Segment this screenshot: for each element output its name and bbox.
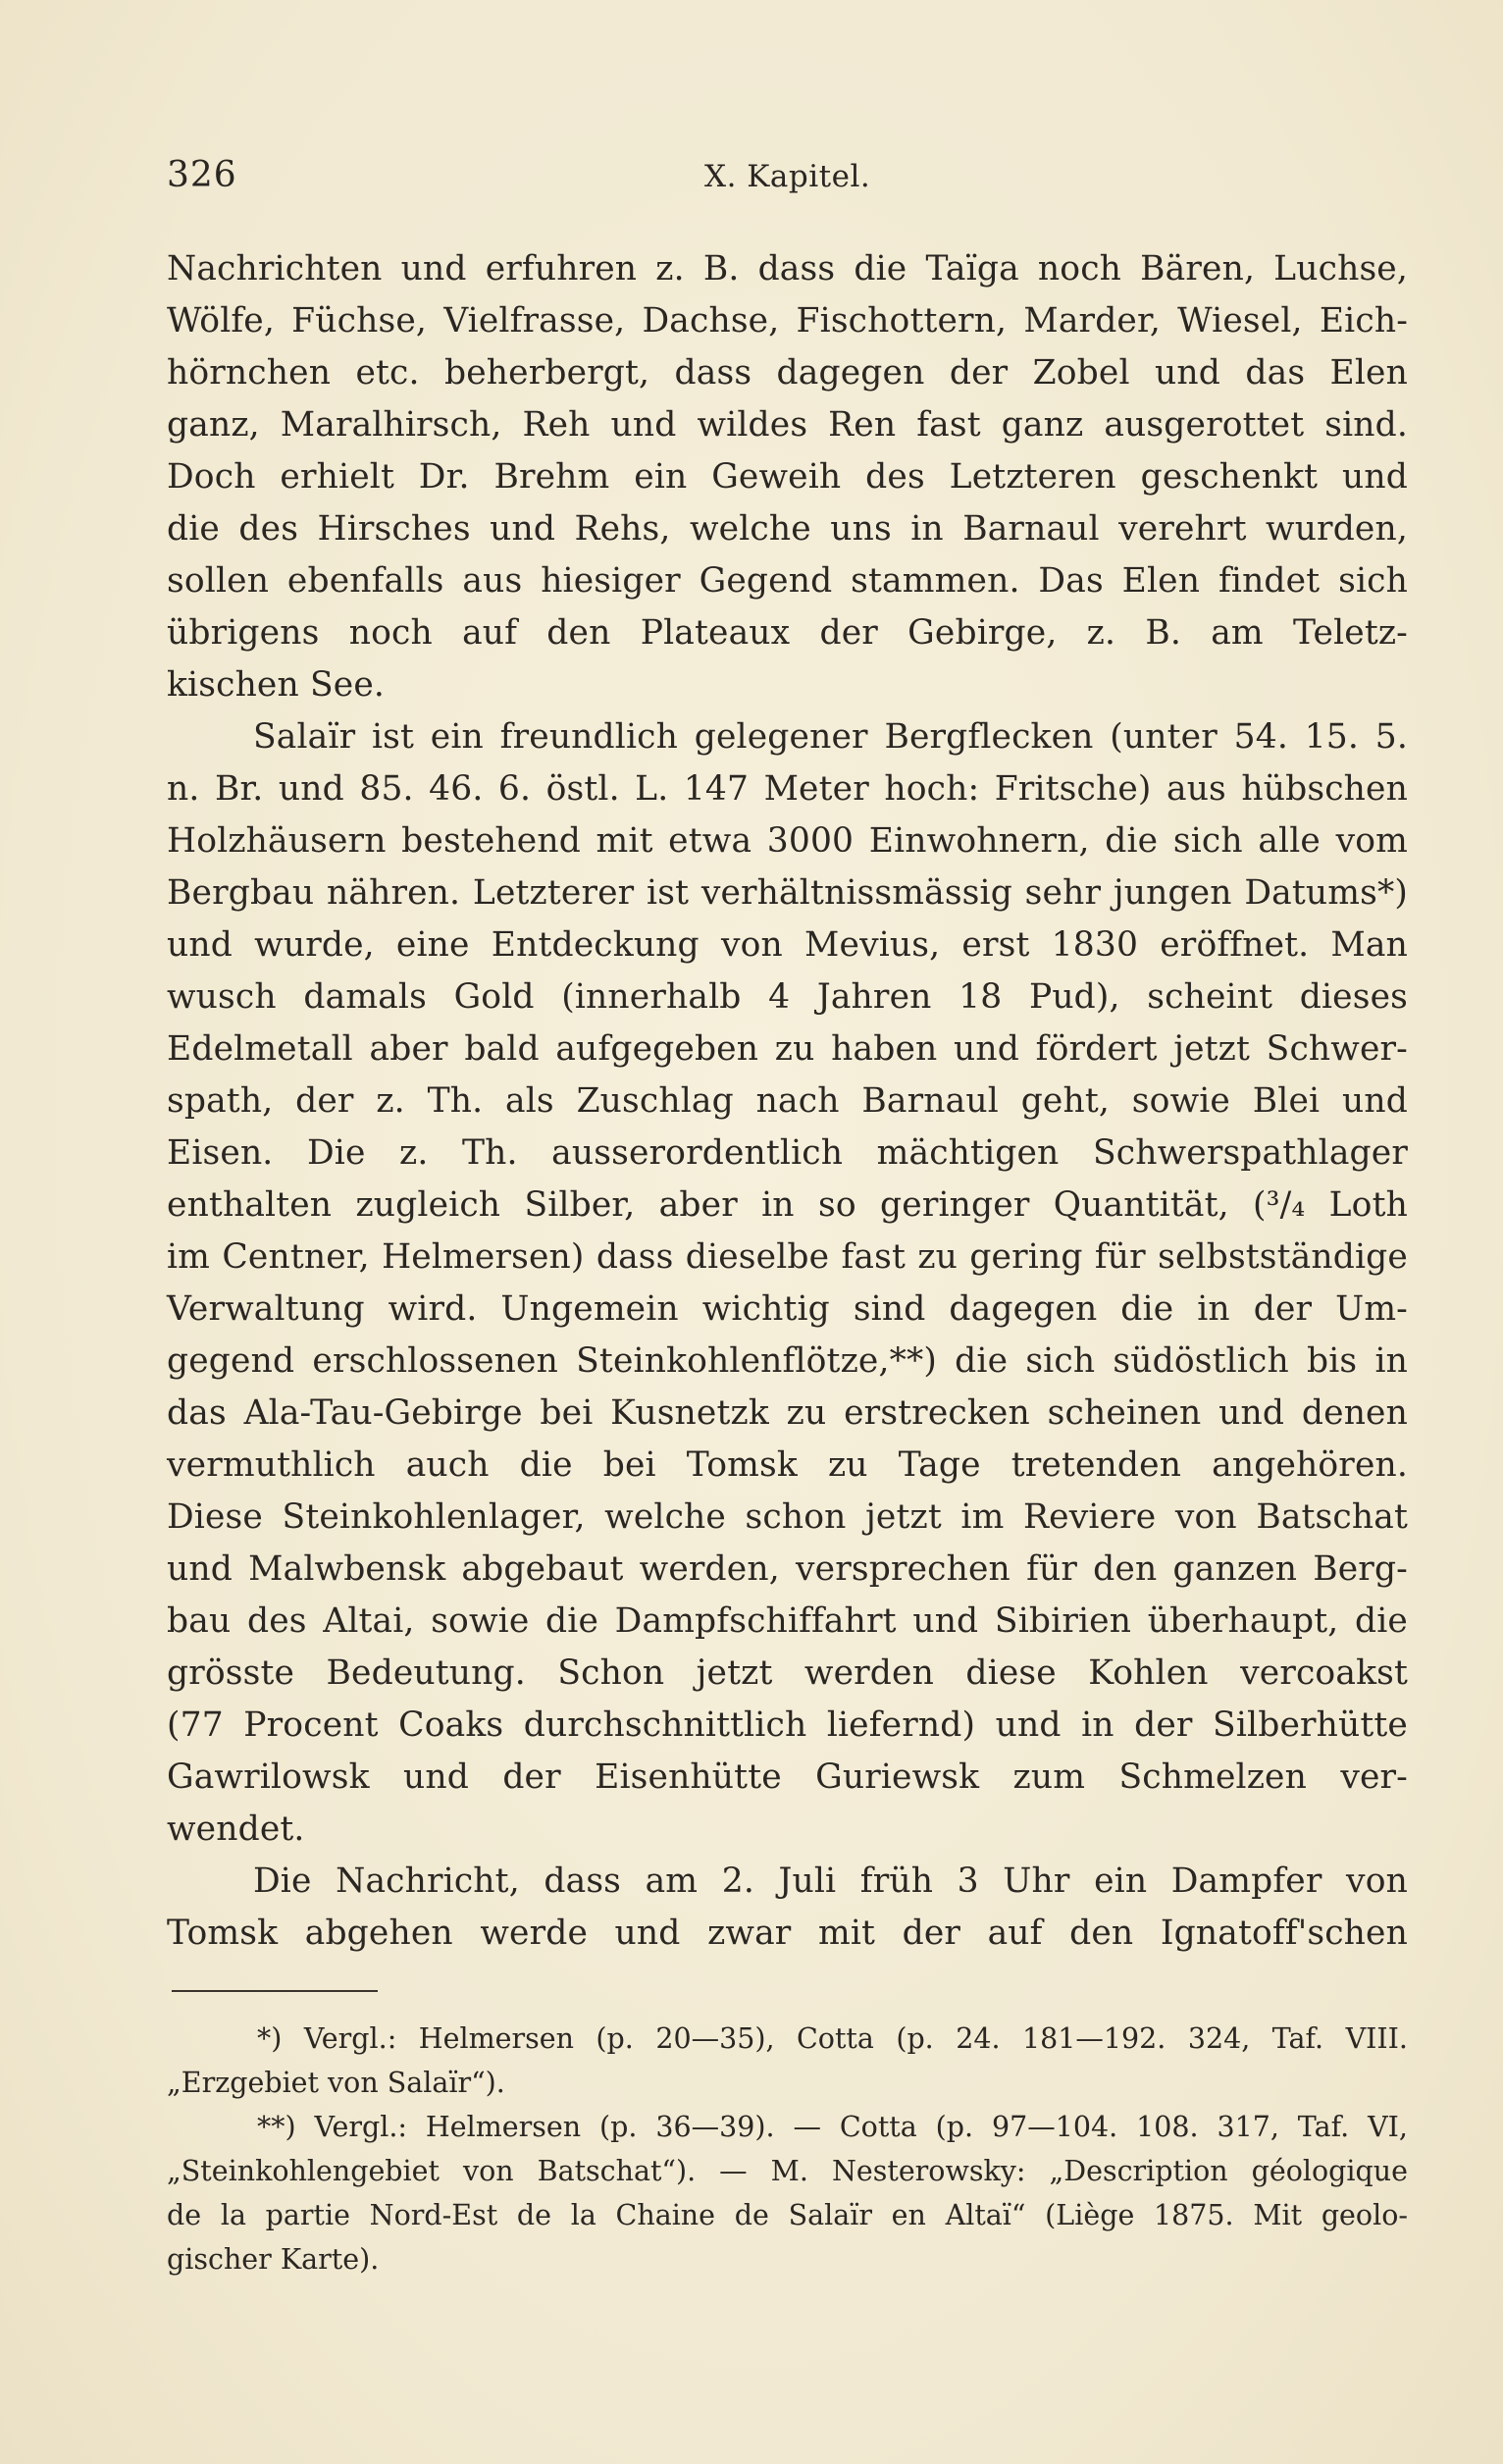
text-line: Holzhäusern bestehend mit etwa 3000 Einwohnern, die sich alle vom	[167, 821, 1408, 861]
text-line: Diese Steinkohlenlager, welche schon jetzt im Reviere von Batschat	[167, 1497, 1408, 1537]
text-line: Gawrilowsk und der Eisenhütte Guriewsk zum Schmelzen ver-	[167, 1757, 1408, 1797]
text-line: und wurde, eine Entdeckung von Mevius, erst 1830 eröffnet. Man	[167, 925, 1408, 965]
text-line: vermuthlich auch die bei Tomsk zu Tage tretenden angehören.	[167, 1445, 1408, 1485]
text-line: im Centner, Helmersen) dass dieselbe fast zu gering für selbstständige	[167, 1237, 1408, 1277]
footnote-divider	[172, 1990, 378, 1992]
main-text	[167, 243, 1408, 1960]
text-line: ganz, Maralhirsch, Reh und wildes Ren fast ganz ausgerottet sind.	[167, 405, 1408, 445]
text-line: Eisen. Die z. Th. ausserordentlich mächtigen Schwerspathlager	[167, 1133, 1408, 1173]
text-line: Edelmetall aber bald aufgegeben zu haben und fördert jetzt Schwer-	[167, 1029, 1408, 1069]
text-line: Doch erhielt Dr. Brehm ein Geweih des Letzteren geschenkt und	[167, 457, 1408, 497]
text-line: grösste Bedeutung. Schon jetzt werden diese Kohlen vercoakst	[167, 1653, 1408, 1693]
text-line: und Malwbensk abgebaut werden, versprechen für den ganzen Berg-	[167, 1549, 1408, 1589]
text-line: die des Hirsches und Rehs, welche uns in Barnaul verehrt wurden,	[167, 509, 1408, 549]
text-line: (77 Procent Coaks durchschnittlich liefernd) und in der Silberhütte	[167, 1705, 1408, 1745]
text-line: gegend erschlossenen Steinkohlenflötze,**) die sich südöstlich bis in	[167, 1341, 1408, 1381]
text-line: wusch damals Gold (innerhalb 4 Jahren 18 Pud), scheint dieses	[167, 977, 1408, 1017]
text-line: Wölfe, Füchse, Vielfrasse, Dachse, Fischottern, Marder, Wiesel, Eich-	[167, 301, 1408, 341]
paragraph-start-line: Die Nachricht, dass am 2. Juli früh 3 Uhr ein Dampfer von	[253, 1861, 1408, 1901]
footnote-line: **) Vergl.: Helmersen (p. 36—39). — Cotta (p. 97—104. 108. 317, Taf. VI,	[257, 2111, 1408, 2143]
text-line: Bergbau nähren. Letzterer ist verhältnissmässig sehr jungen Datums*)	[167, 873, 1408, 913]
footnote-line: *) Vergl.: Helmersen (p. 20—35), Cotta (p. 24. 181—192. 324, Taf. VIII.	[257, 2022, 1408, 2055]
text-line: enthalten zugleich Silber, aber in so geringer Quantität, (³/₄ Loth	[167, 1185, 1408, 1225]
footnotes	[167, 2017, 1408, 2281]
text-line: Nachrichten und erfuhren z. B. dass die Taïga noch Bären, Luchse,	[167, 249, 1408, 288]
text-line: bau des Altai, sowie die Dampfschiffahrt und Sibirien überhaupt, die	[167, 1601, 1408, 1641]
text-line: spath, der z. Th. als Zuschlag nach Barnaul geht, sowie Blei und	[167, 1081, 1408, 1121]
text-line: n. Br. und 85. 46. 6. östl. L. 147 Meter hoch: Fritsche) aus hübschen	[167, 769, 1408, 809]
text-line: kischen See.	[167, 665, 386, 705]
text-line: Verwaltung wird. Ungemein wichtig sind dagegen die in der Um-	[167, 1289, 1408, 1329]
page-header	[167, 155, 1408, 204]
text-line: hörnchen etc. beherbergt, dass dagegen der Zobel und das Elen	[167, 353, 1408, 393]
paragraph-start-line: Salaïr ist ein freundlich gelegener Bergflecken (unter 54. 15. 5.	[253, 717, 1408, 757]
running-title: X. Kapitel.	[704, 159, 871, 194]
text-line: sollen ebenfalls aus hiesiger Gegend stammen. Das Elen findet sich	[167, 561, 1408, 601]
footnote-line: de la partie Nord-Est de la Chaine de Salaïr en Altaï“ (Liège 1875. Mit geolo-	[167, 2199, 1408, 2231]
footnote-line: „Erzgebiet von Salaïr“).	[167, 2067, 505, 2099]
text-line: übrigens noch auf den Plateaux der Gebirge, z. B. am Teletz-	[167, 613, 1408, 653]
footnote-line: „Steinkohlengebiet von Batschat“). — M. Nesterowsky: „Description géologique	[167, 2155, 1408, 2187]
text-line: das Ala-Tau-Gebirge bei Kusnetzk zu erstrecken scheinen und denen	[167, 1393, 1408, 1433]
text-line: Tomsk abgehen werde und zwar mit der auf den Ignatoff'schen	[167, 1914, 1408, 1953]
text-line: wendet.	[167, 1809, 305, 1849]
page-number: 326	[167, 155, 237, 195]
footnote-line: gischer Karte).	[167, 2243, 380, 2276]
